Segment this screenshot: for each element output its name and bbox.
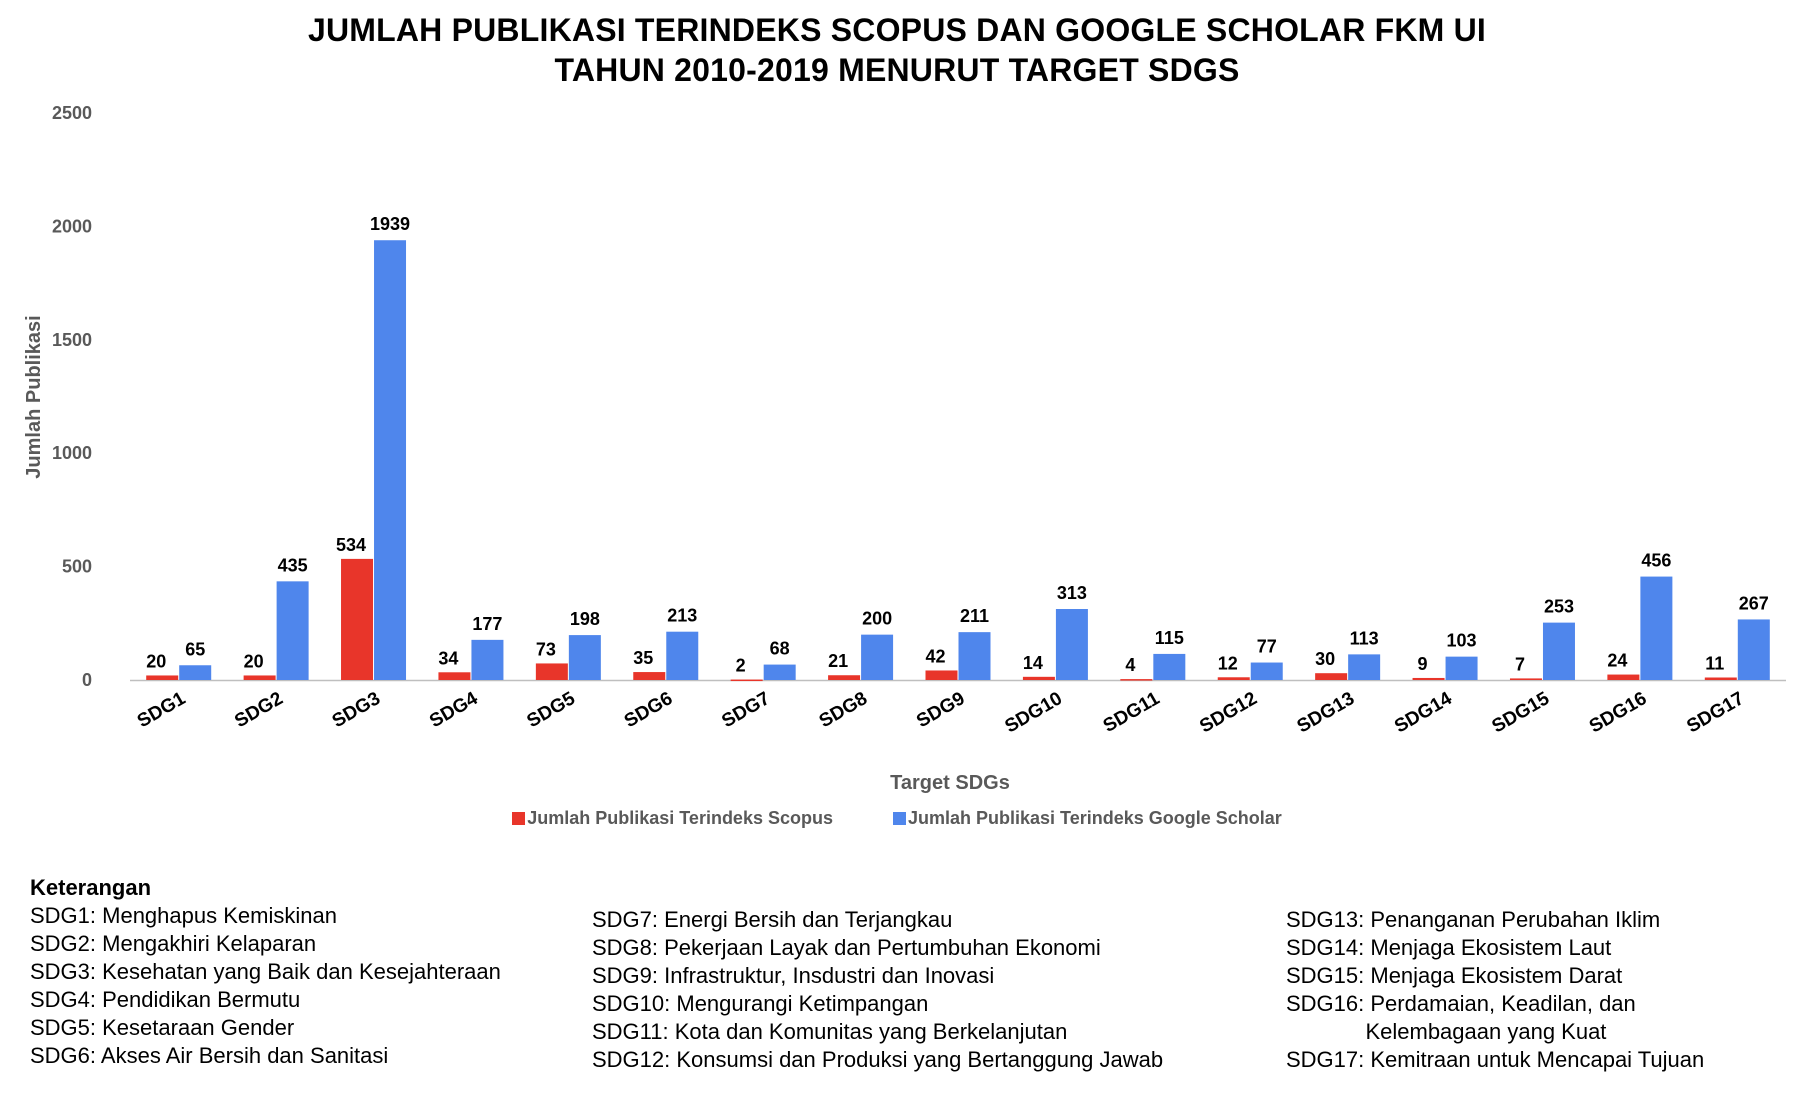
- data-label-google-scholar: 65: [185, 639, 206, 660]
- legend-item-scopus: [512, 808, 833, 829]
- x-tick-label: SDG2: [231, 688, 287, 733]
- data-label-scopus: 9: [1417, 653, 1428, 674]
- data-label-google-scholar: 253: [1543, 596, 1574, 617]
- data-label-google-scholar: 456: [1641, 550, 1672, 571]
- y-tick-label: 0: [81, 670, 92, 690]
- notes-section: [30, 874, 1770, 1072]
- bar-google-scholar: [1153, 654, 1185, 680]
- data-label-google-scholar: 1939: [370, 214, 411, 235]
- x-tick-label: SDG1: [133, 688, 190, 733]
- x-tick-label: SDG11: [1099, 688, 1164, 737]
- bar-google-scholar: [374, 240, 406, 680]
- data-label-scopus: 4: [1125, 655, 1136, 676]
- bar-scopus: [341, 559, 373, 680]
- bar-google-scholar: [1446, 657, 1478, 680]
- data-label-scopus: 24: [1607, 650, 1628, 671]
- data-label-google-scholar: 68: [769, 638, 790, 659]
- x-tick-label: SDG8: [815, 688, 872, 733]
- bar-google-scholar: [179, 665, 211, 680]
- bar-google-scholar: [1640, 577, 1672, 680]
- notes-column-3: [1286, 906, 1704, 1074]
- bar-scopus: [1218, 677, 1250, 680]
- note-line: SDG17: Kemitraan untuk Mencapai Tujuan: [1286, 1047, 1705, 1072]
- note-line: SDG4: Pendidikan Bermutu: [30, 987, 301, 1012]
- legend: [0, 808, 1794, 829]
- bar-google-scholar: [1056, 609, 1088, 680]
- note-line: SDG7: Energi Bersih dan Terjangkau: [592, 907, 953, 932]
- bar-scopus: [1705, 678, 1737, 680]
- bar-google-scholar: [1251, 663, 1283, 680]
- x-tick-label: SDG15: [1488, 688, 1553, 738]
- bar-scopus: [1607, 675, 1639, 680]
- data-label-google-scholar: 213: [667, 605, 698, 626]
- x-tick-label: SDG7: [718, 688, 774, 733]
- data-label-google-scholar: 313: [1056, 583, 1087, 604]
- data-label-google-scholar: 267: [1738, 593, 1769, 614]
- chart-title-line-2: TAHUN 2010-2019 MENURUT TARGET SDGS: [554, 52, 1240, 88]
- bar-scopus: [146, 675, 178, 680]
- data-label-google-scholar: 113: [1349, 628, 1379, 649]
- note-line: SDG2: Mengakhiri Kelaparan: [30, 931, 317, 956]
- bar-scopus: [633, 672, 665, 680]
- note-line: SDG8: Pekerjaan Layak dan Pertumbuhan Ekonomi: [592, 935, 1101, 960]
- data-label-scopus: 35: [633, 648, 654, 669]
- note-line: SDG6: Akses Air Bersih dan Sanitasi: [30, 1043, 389, 1068]
- bar-scopus: [438, 672, 470, 680]
- x-tick-label: SDG12: [1196, 688, 1261, 738]
- y-tick-label: 500: [61, 556, 92, 577]
- x-tick-label: SDG13: [1293, 688, 1359, 738]
- x-tick-label: SDG6: [620, 688, 677, 733]
- bar-scopus: [828, 675, 860, 680]
- data-label-scopus: 73: [535, 639, 556, 660]
- bar-google-scholar: [471, 640, 503, 680]
- bar-scopus: [244, 675, 276, 680]
- y-tick-label: 2000: [51, 216, 92, 237]
- data-label-scopus: 534: [336, 534, 367, 555]
- note-line: SDG3: Kesehatan yang Baik dan Kesejahteraan: [30, 959, 501, 984]
- notes-heading: Keterangan: [30, 875, 152, 900]
- bar-scopus: [536, 663, 568, 680]
- note-line: SDG15: Menjaga Ekosistem Darat: [1286, 963, 1623, 988]
- x-tick-label: SDG3: [328, 688, 385, 733]
- note-line: Kelembagaan yang Kuat: [1286, 1019, 1607, 1044]
- note-line: SDG13: Penanganan Perubahan Iklim: [1286, 907, 1661, 932]
- legend-label-scopus: Jumlah Publikasi Terindeks Scopus: [527, 808, 833, 828]
- x-tick-label: SDG14: [1391, 688, 1456, 738]
- bar-google-scholar: [959, 632, 991, 680]
- y-tick-label: 1500: [51, 329, 92, 350]
- data-label-scopus: 21: [828, 651, 849, 672]
- bar-scopus: [1120, 679, 1152, 681]
- note-line: SDG1: Menghapus Kemiskinan: [30, 903, 337, 928]
- note-line: SDG14: Menjaga Ekosistem Laut: [1286, 935, 1612, 960]
- data-label-google-scholar: 200: [862, 608, 893, 629]
- data-label-google-scholar: 177: [472, 613, 503, 634]
- data-label-scopus: 34: [438, 648, 459, 669]
- bar-google-scholar: [764, 665, 796, 680]
- bar-scopus: [1510, 678, 1542, 680]
- bar-google-scholar: [1738, 619, 1770, 680]
- notes-column-1: [30, 902, 501, 1070]
- x-tick-label: SDG10: [1001, 688, 1066, 738]
- bar-scopus: [1413, 678, 1445, 680]
- data-label-scopus: 2: [735, 655, 746, 676]
- y-tick-label: 1000: [51, 443, 92, 464]
- bar-scopus: [926, 670, 958, 680]
- bar-google-scholar: [1543, 623, 1575, 680]
- data-label-scopus: 42: [925, 646, 946, 667]
- data-label-scopus: 30: [1315, 649, 1336, 670]
- x-axis-title: Target SDGs: [890, 772, 1010, 794]
- legend-swatch-scopus: [512, 812, 525, 825]
- data-label-scopus: 11: [1705, 653, 1725, 674]
- note-line: SDG10: Mengurangi Ketimpangan: [592, 991, 929, 1016]
- data-label-scopus: 12: [1217, 653, 1238, 674]
- data-label-scopus: 7: [1514, 654, 1525, 675]
- x-tick-label: SDG17: [1683, 688, 1748, 738]
- x-tick-label: SDG16: [1585, 688, 1651, 738]
- bar-google-scholar: [277, 581, 309, 680]
- bar-scopus: [1315, 673, 1347, 680]
- bar-google-scholar: [1348, 654, 1380, 680]
- data-label-scopus: 20: [243, 651, 264, 672]
- notes-column-2: [592, 906, 1163, 1074]
- legend-label-google-scholar: Jumlah Publikasi Terindeks Google Scholar: [907, 808, 1282, 828]
- note-line: SDG12: Konsumsi dan Produksi yang Bertanggung Jawab: [592, 1047, 1164, 1072]
- chart-title-line-1: JUMLAH PUBLIKASI TERINDEKS SCOPUS DAN GOOGLE SCHOLAR FKM UI: [307, 12, 1487, 48]
- bar-google-scholar: [861, 635, 893, 680]
- y-axis-title: Jumlah Publikasi: [23, 315, 45, 479]
- x-tick-label: SDG5: [523, 688, 579, 733]
- note-line: SDG16: Perdamaian, Keadilan, dan: [1286, 991, 1636, 1016]
- data-label-google-scholar: 77: [1256, 636, 1277, 657]
- data-label-scopus: 20: [146, 651, 167, 672]
- legend-item-google-scholar: [893, 808, 1282, 829]
- bar-scopus: [731, 680, 763, 682]
- bar-google-scholar: [666, 632, 698, 680]
- data-label-google-scholar: 198: [569, 609, 600, 630]
- data-label-scopus: 14: [1022, 652, 1043, 673]
- legend-swatch-google-scholar: [893, 812, 906, 825]
- data-label-google-scholar: 103: [1446, 630, 1477, 651]
- note-line: SDG9: Infrastruktur, Insdustri dan Inovasi: [592, 963, 995, 988]
- y-tick-label: 2500: [51, 103, 92, 123]
- x-tick-label: SDG9: [913, 688, 969, 733]
- data-label-google-scholar: 435: [277, 555, 308, 576]
- note-line: SDG11: Kota dan Komunitas yang Berkelanjutan: [592, 1019, 1068, 1044]
- x-tick-label: SDG4: [426, 688, 482, 733]
- data-label-google-scholar: 115: [1154, 627, 1184, 648]
- note-line: SDG5: Kesetaraan Gender: [30, 1015, 295, 1040]
- bar-google-scholar: [569, 635, 601, 680]
- bar-scopus: [1023, 677, 1055, 680]
- data-label-google-scholar: 211: [959, 606, 990, 627]
